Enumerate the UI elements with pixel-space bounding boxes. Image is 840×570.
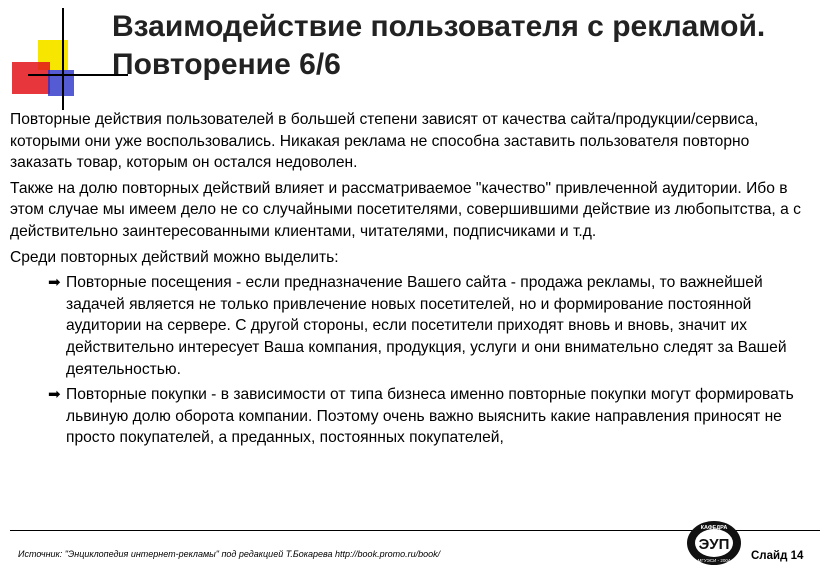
paragraph-2: Также на долю повторных действий влияет и рассматриваемое "качество" привлеченной аудитории. Ибо в этом случае мы имеем дело не со случайными посетителями, совершившими действие из любопытства, а с действительно заинтересованными клиентами, читателями, подписчиками и т.д.	[10, 179, 801, 240]
bullet-item-1	[10, 272, 815, 380]
decor-red-square	[12, 62, 50, 94]
logo-top-text: КАФЕДРА	[700, 525, 728, 531]
paragraph-3: Среди повторных действий можно выделить:	[10, 248, 339, 266]
department-logo	[686, 520, 742, 566]
bullet-text-2: Повторные покупки - в зависимости от типа бизнеса именно повторные покупки могут формировать львиную долю оборота компании. Поэтому очень важно выяснить какие направления приносят не просто покупателей, а преданных, постоянных покупателей,	[66, 386, 794, 447]
slide-number: Слайд 14	[751, 550, 804, 562]
decor-vertical-line	[62, 8, 64, 110]
title-line-1: Взаимодействие пользователя с рекламой.	[112, 10, 766, 43]
logo-bottom-text: МГУЭСИ - 2004	[697, 558, 731, 563]
bullet-text-1: Повторные посещения - если предназначение Вашего сайта - продажа рекламы, то важнейшей задачей является не только привлечение новых посетителей, но и формирование постоянной аудитории на сервере. С другой стороны, если посетители приходят вновь и вновь, значит их действительно интересует Ваша компания, продукция, услуги и они внимательно следят за Вашей деятельностью.	[66, 274, 787, 378]
title-line-2: Повторение 6/6	[112, 48, 341, 81]
slide-body	[10, 109, 815, 453]
logo-main-text: ЭУП	[698, 536, 730, 553]
slide-title	[112, 8, 832, 84]
right-arrow-icon: ➡	[48, 274, 61, 292]
bullet-item-2	[10, 384, 815, 449]
paragraph-1: Повторные действия пользователей в большей степени зависят от качества сайта/продукции/сервиса, которыми они уже воспользовались. Никакая реклама не способна заставить пользователя повторно заказать товар, которым он остался недоволен.	[10, 111, 759, 172]
source-citation: Источник: "Энциклопедия интернет-рекламы" под редакцией Т.Бокарева http://book.promo.ru/book/	[18, 549, 441, 559]
right-arrow-icon: ➡	[48, 386, 61, 404]
